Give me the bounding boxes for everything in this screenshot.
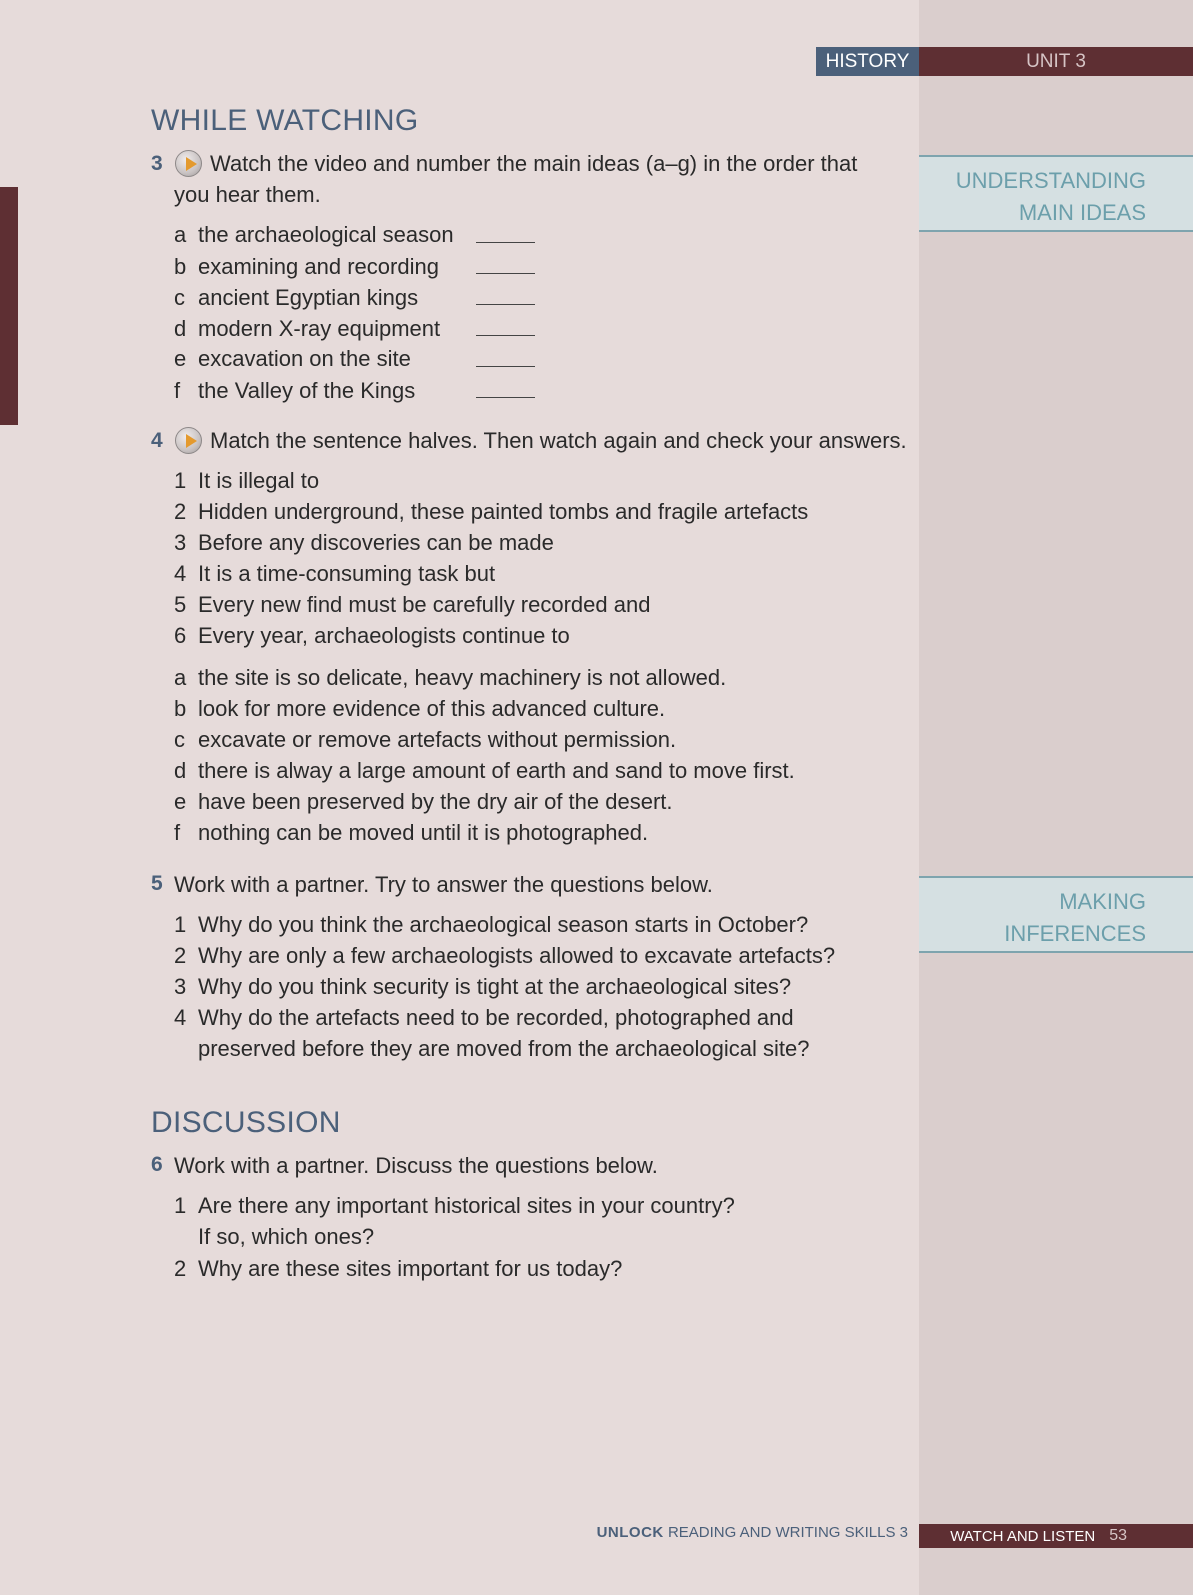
answer-blank[interactable]: [476, 242, 535, 243]
item-label: 2: [174, 943, 187, 968]
footer-section-bar: [919, 1524, 1193, 1548]
question: Are there any important historical sites in your country?: [198, 1193, 735, 1218]
exercise-instruction: Match the sentence halves. Then watch again and check your answers.: [210, 428, 907, 453]
skill-box-understanding-main-ideas: [919, 155, 1193, 232]
footer-section-label: WATCH AND LISTEN: [950, 1527, 1096, 1545]
list-item: the Valley of the Kings: [198, 378, 416, 403]
exercise-instruction: you hear them.: [174, 182, 321, 207]
page-number: 53: [1109, 1527, 1127, 1544]
section-title-while-watching: WHILE WATCHING: [151, 104, 419, 137]
exercise-instruction: Watch the video and number the main ideas (a–g) in the order that: [210, 151, 858, 176]
item-label: a: [174, 665, 187, 690]
item-label: 5: [174, 592, 187, 617]
item-label: e: [174, 346, 187, 371]
question: If so, which ones?: [198, 1224, 375, 1249]
exercise-number: 6: [151, 1153, 163, 1176]
list-item: Hidden underground, these painted tombs and fragile artefacts: [198, 499, 809, 524]
list-item: the site is so delicate, heavy machinery is not allowed.: [198, 665, 727, 690]
item-label: 1: [174, 912, 187, 937]
item-label: f: [174, 820, 181, 845]
exercise-number: 4: [151, 429, 163, 452]
question: Why do the artefacts need to be recorded, photographed and: [198, 1005, 794, 1030]
list-item: ancient Egyptian kings: [198, 285, 419, 310]
item-label: 4: [174, 561, 187, 586]
item-label: d: [174, 316, 187, 341]
subject-tab: HISTORY: [816, 47, 919, 76]
item-label: c: [174, 727, 185, 752]
answer-blank[interactable]: [476, 304, 535, 305]
item-label: 3: [174, 530, 187, 555]
item-label: e: [174, 789, 187, 814]
footer-book-title: [580, 1524, 908, 1541]
item-label: 1: [174, 1193, 187, 1218]
list-item: have been preserved by the dry air of the desert.: [198, 789, 673, 814]
answer-blank[interactable]: [476, 335, 535, 336]
question: Why do you think security is tight at the archaeological sites?: [198, 974, 792, 999]
item-label: 2: [174, 499, 187, 524]
play-video-icon[interactable]: [175, 427, 202, 454]
unit-tab: UNIT 3: [919, 47, 1193, 76]
exercise-number: 3: [151, 152, 163, 175]
list-item: Before any discoveries can be made: [198, 530, 554, 555]
list-item: look for more evidence of this advanced culture.: [198, 696, 666, 721]
list-item: Every new find must be carefully recorded and: [198, 592, 651, 617]
side-panel: [919, 0, 1193, 1595]
item-label: c: [174, 285, 185, 310]
skill-label-line: INFERENCES: [1004, 921, 1146, 946]
list-item: there is alway a large amount of earth and sand to move first.: [198, 758, 795, 783]
list-item: modern X-ray equipment: [198, 316, 441, 341]
item-label: 3: [174, 974, 187, 999]
exercise-instruction: Work with a partner. Try to answer the questions below.: [174, 872, 713, 897]
question: preserved before they are moved from the archaeological site?: [198, 1036, 810, 1061]
brand-logo-text: UNLOCK: [596, 1524, 664, 1541]
exercise-instruction: Work with a partner. Discuss the questions below.: [174, 1153, 658, 1178]
item-label: 4: [174, 1005, 187, 1030]
answer-blank[interactable]: [476, 366, 535, 367]
item-label: d: [174, 758, 187, 783]
skill-box-making-inferences: [919, 876, 1193, 953]
question: Why are these sites important for us today?: [198, 1256, 623, 1281]
play-video-icon[interactable]: [175, 150, 202, 177]
item-label: a: [174, 222, 187, 247]
item-label: 6: [174, 623, 187, 648]
list-item: It is illegal to: [198, 468, 320, 493]
list-item: Every year, archaeologists continue to: [198, 623, 570, 648]
list-item: the archaeological season: [198, 222, 454, 247]
skill-label-line: MAIN IDEAS: [1018, 200, 1146, 225]
skill-label-line: UNDERSTANDING: [955, 168, 1146, 193]
book-level: 3: [899, 1524, 908, 1541]
left-edge-tab: [0, 187, 18, 425]
section-title-discussion: DISCUSSION: [151, 1106, 341, 1139]
item-label: f: [174, 378, 181, 403]
exercise-number: 5: [151, 872, 163, 895]
list-item: nothing can be moved until it is photographed.: [198, 820, 649, 845]
item-label: b: [174, 254, 187, 279]
item-label: 2: [174, 1256, 187, 1281]
book-title: READING AND WRITING SKILLS: [667, 1524, 896, 1541]
list-item: examining and recording: [198, 254, 439, 279]
item-label: 1: [174, 468, 187, 493]
answer-blank[interactable]: [476, 397, 535, 398]
question: Why are only a few archaeologists allowed to excavate artefacts?: [198, 943, 836, 968]
list-item: It is a time-consuming task but: [198, 561, 496, 586]
skill-label-line: MAKING: [1059, 889, 1146, 914]
answer-blank[interactable]: [476, 273, 535, 274]
list-item: excavation on the site: [198, 346, 411, 371]
list-item: excavate or remove artefacts without permission.: [198, 727, 677, 752]
item-label: b: [174, 696, 187, 721]
question: Why do you think the archaeological season starts in October?: [198, 912, 809, 937]
